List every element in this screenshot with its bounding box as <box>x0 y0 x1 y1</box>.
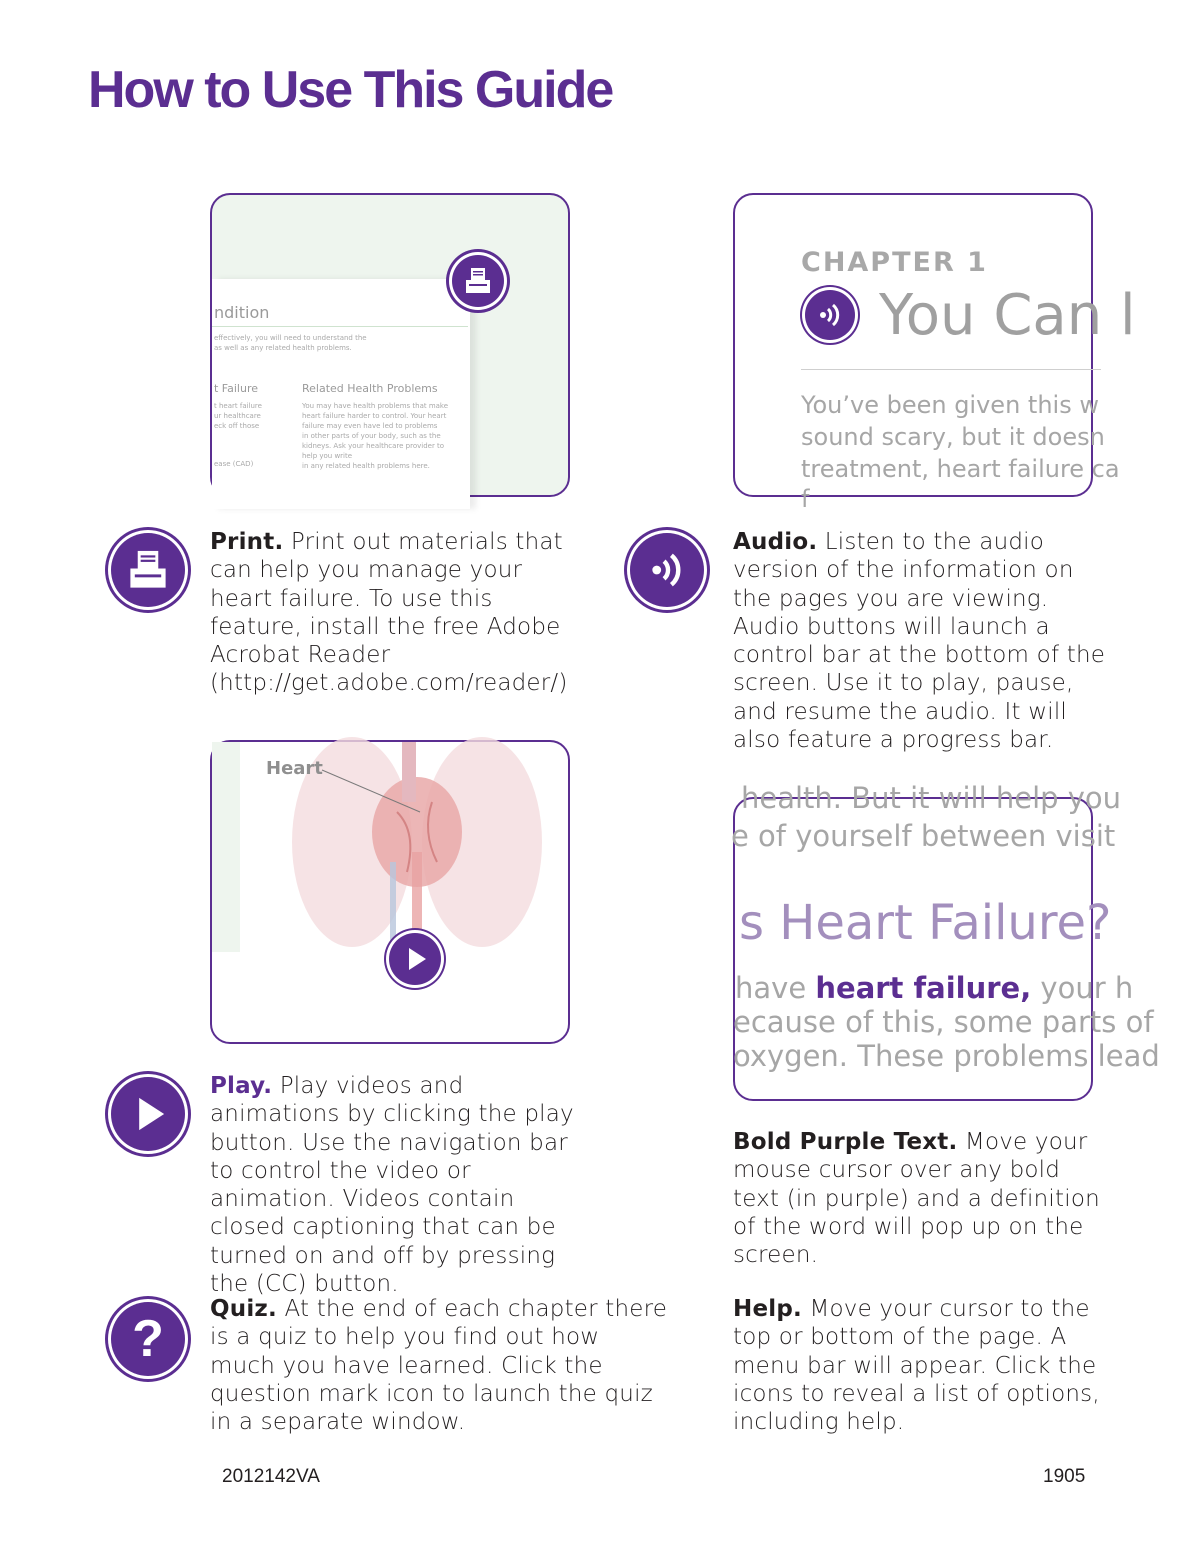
preview-col2-l7: in any related health problems here. <box>302 462 430 470</box>
bold-purple-label: Bold Purple Text. <box>733 1129 958 1155</box>
audio-text-2: sound scary, but it doesn <box>801 423 1105 451</box>
preview-col2-heading: Related Health Problems <box>302 382 438 395</box>
printer-icon[interactable] <box>111 533 185 607</box>
bold-text-3-post: your h <box>1031 971 1134 1005</box>
audio-label: Audio. <box>733 529 818 555</box>
chapter-label: CHAPTER 1 <box>801 247 988 278</box>
play-icon[interactable] <box>111 1077 185 1151</box>
preview-col1-l4: ease (CAD) <box>214 460 254 468</box>
preview-col1-l1: t heart failure <box>214 402 262 410</box>
preview-col1-l2: ur healthcare <box>214 412 261 420</box>
bold-text-5: oxygen. These problems lead <box>733 1039 1160 1073</box>
video-preview-panel <box>210 740 570 1044</box>
audio-icon[interactable] <box>805 290 855 340</box>
video-side-bar <box>212 742 240 952</box>
chapter-heading: You Can l <box>879 283 1136 348</box>
question-mark-icon[interactable] <box>111 1302 185 1376</box>
audio-text-4: f <box>801 485 810 513</box>
printer-icon[interactable] <box>452 255 504 307</box>
footer-code: 2012142VA <box>222 1466 320 1487</box>
audio-preview-panel <box>733 193 1136 513</box>
bold-purple-text: Move your mouse cursor over any bold text (in purple) and a definition of the word will pop up on the screen. <box>733 1129 1100 1269</box>
help-label: Help. <box>733 1296 802 1322</box>
preview-heading: ndition <box>214 303 270 322</box>
preview-col2-l2: heart failure harder to control. Your heart <box>302 412 447 420</box>
audio-rule <box>801 369 1101 370</box>
audio-icon[interactable] <box>630 533 704 607</box>
play-label: Play. <box>210 1073 273 1099</box>
audio-text-1: You’ve been given this w <box>801 391 1099 419</box>
quiz-description <box>210 1295 670 1436</box>
bold-text-2: e of yourself between visit <box>731 819 1116 853</box>
bold-text-3 <box>735 971 1133 1005</box>
bold-text-4: ecause of this, some parts of <box>733 1005 1154 1039</box>
print-label: Print. <box>210 529 284 555</box>
play-icon[interactable] <box>389 933 441 985</box>
audio-description <box>733 528 1113 754</box>
print-text: Print out materials that can help you manage your heart failure. To use this feature, install the free Adobe Acrobat Reader (http://get.adobe.com/reader/) <box>210 529 568 697</box>
preview-intro-1: effectively, you will need to understand the <box>214 334 367 342</box>
help-text: Move your cursor to the top or bottom of the page. A menu bar will appear. Click the icons to reveal a list of options, including help. <box>733 1296 1100 1436</box>
page-title: How to Use This Guide <box>88 61 613 119</box>
preview-rule <box>212 326 468 327</box>
preview-intro-2: as well as any related health problems. <box>214 344 352 352</box>
glossary-term[interactable]: heart failure, <box>815 971 1032 1005</box>
preview-col2-l4: in other parts of your body, such as the <box>302 432 441 440</box>
preview-col2-l6: help you write <box>302 452 353 460</box>
heart-label: Heart <box>266 758 323 779</box>
print-description <box>210 528 580 698</box>
bold-text-preview-panel <box>731 781 1160 1101</box>
bold-heading: s Heart Failure? <box>739 895 1112 951</box>
play-description <box>210 1072 595 1298</box>
bold-text-3-pre: have <box>735 971 816 1005</box>
preview-col1-heading: t Failure <box>214 382 258 395</box>
bold-text-1: health. But it will help you <box>741 781 1122 815</box>
preview-col2-l1: You may have health problems that make <box>302 402 449 410</box>
quiz-label: Quiz. <box>210 1296 277 1322</box>
audio-text: Listen to the audio version of the information on the pages you are viewing. Audio buttons will launch a control bar at the bottom of the screen. Use it to play, pause, and resume the audio. It will also feature a progress bar. <box>733 529 1106 754</box>
preview-col2-l3: failure may even have led to problems <box>302 422 438 430</box>
footer-number: 1905 <box>1043 1466 1086 1487</box>
help-description <box>733 1295 1113 1436</box>
audio-text-3: treatment, heart failure ca <box>801 455 1120 483</box>
preview-col1-l3: eck off those <box>214 422 260 430</box>
question-mark-glyph: ? <box>132 1310 164 1368</box>
quiz-text: At the end of each chapter there is a quiz to help you find out how much you have learned. Click the question mark icon to launch the quiz in a separate window. <box>210 1296 668 1436</box>
print-preview-panel <box>210 193 570 497</box>
play-text: Play videos and animations by clicking the play button. Use the navigation bar to control the video or animation. Videos contain closed captioning that can be turned on and off by pressing the (CC) button. <box>210 1073 574 1298</box>
bold-purple-description <box>733 1128 1103 1269</box>
preview-col2-l5: kidneys. Ask your healthcare provider to <box>302 442 445 450</box>
